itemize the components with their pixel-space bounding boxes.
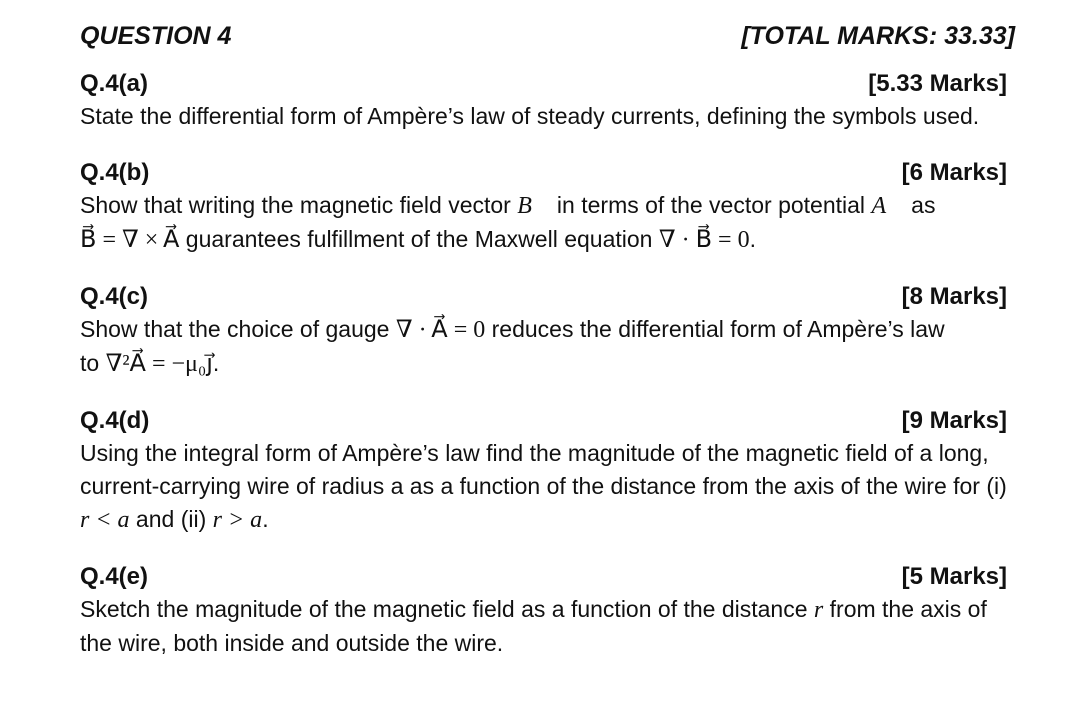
part-b-text-5: . (749, 226, 756, 252)
part-e-text (80, 593, 1015, 660)
part-d-header (80, 405, 1015, 437)
math-r-less-than-a: r < a (80, 507, 130, 533)
part-c-marks: [8 Marks] (901, 283, 1007, 310)
part-a-marks: [5.33 Marks] (868, 70, 1007, 97)
part-c (80, 281, 1015, 381)
part-c-label: Q.4(c) (80, 283, 149, 310)
math-gauge-condition: ∇ · A⃗ = 0 (395, 317, 486, 343)
part-e (80, 561, 1015, 660)
part-e-text-2: from the axis of the wire, both inside and outside the wire. (80, 596, 987, 656)
part-b-text-2: in terms of the vector potential (550, 192, 872, 218)
part-d-label: Q.4(d) (80, 407, 150, 434)
math-r-greater-than-a: r > a (212, 507, 263, 533)
math-vector-b: B⃗ (517, 193, 551, 219)
part-a (80, 68, 1015, 133)
part-a-header (80, 68, 1015, 100)
math-vector-a: A⃗ (871, 193, 905, 219)
part-b-text-4: guarantees fulfillment of the Maxwell equation (179, 226, 659, 252)
total-marks: [TOTAL MARKS: 33.33] (741, 22, 1015, 50)
exam-page (80, 18, 1015, 684)
part-b-label: Q.4(b) (80, 159, 150, 186)
math-poisson-equation: ∇²A⃗ = −μ₀j⃗ (105, 351, 213, 377)
math-divergence-equation: ∇ · B⃗ = 0 (658, 227, 750, 253)
part-e-label: Q.4(e) (80, 563, 149, 590)
part-b-text-3: as (904, 192, 936, 218)
part-c-text-2: reduces the differential form of Ampère’s law (485, 316, 945, 342)
question-title: QUESTION 4 (80, 22, 232, 50)
part-d-text-2: and (ii) (129, 506, 213, 532)
part-e-text-1: Sketch the magnitude of the magnetic field as a function of the distance (80, 596, 814, 622)
part-b-marks: [6 Marks] (901, 159, 1007, 186)
part-d (80, 405, 1015, 537)
math-r: r (813, 597, 824, 623)
question-header (80, 18, 1015, 54)
part-e-marks: [5 Marks] (901, 563, 1007, 590)
part-b (80, 157, 1015, 257)
part-c-text (80, 313, 1015, 381)
part-c-text-4: . (212, 350, 220, 376)
part-b-header (80, 157, 1015, 189)
part-c-text-1: Show that the choice of gauge (80, 316, 396, 342)
part-a-label: Q.4(a) (80, 70, 149, 97)
part-d-text-1: Using the integral form of Ampère’s law find the magnitude of the magnetic field of a long, current-carrying wire of radius a as a function of the distance from the axis of the wire for (i) (80, 440, 1007, 499)
part-c-header (80, 281, 1015, 313)
part-a-text-1: State the differential form of Ampère’s law of steady currents, defining the symbols used. (80, 103, 980, 129)
part-d-text (80, 437, 1015, 537)
part-c-text-3: to (80, 350, 106, 376)
part-d-marks: [9 Marks] (901, 407, 1007, 434)
part-d-text-3: . (262, 506, 269, 532)
part-b-text (80, 189, 1015, 257)
math-curl-equation: B⃗ = ∇ × A⃗ (80, 227, 180, 253)
part-a-text (80, 100, 1015, 133)
part-b-text-1: Show that writing the magnetic field vector (80, 192, 518, 218)
part-e-header (80, 561, 1015, 593)
